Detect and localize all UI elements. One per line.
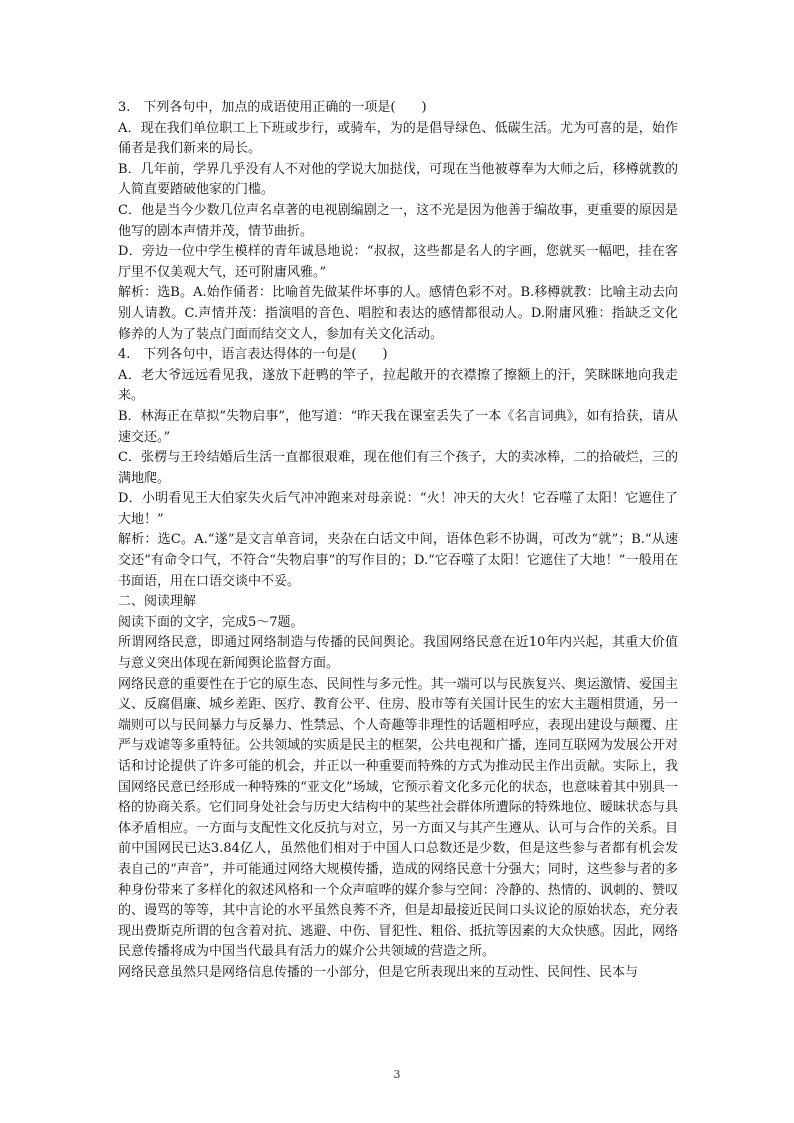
question-3-option-a: A．现在我们单位职工上下班或步行，或骑车，为的是倡导绿色、低碳生活。尤为可喜的是，始作俑者是我们新来的局长。 xyxy=(118,120,678,157)
question-4-analysis: 解析：选C。A.“遂”是文言单音词，夹杂在白话文中间，语体色彩不协调，可改为“就”；B.“从速交还”有命令口气，不符合“失物启事”的写作目的；D.“它吞噬了太阳！它遮住了大地！”一般用在书面语，用在口语交谈中不妥。 xyxy=(118,532,678,589)
question-4-option-a: A．老大爷远远看见我，遂放下赶鸭的竿子，拉起敞开的衣襟擦了擦额上的汗，笑眯眯地向我走来。 xyxy=(118,367,678,404)
passage-paragraph-1: 所谓网络民意，即通过网络制造与传播的民间舆论。我国网络民意在近10年内兴起，其重大价值与意义突出体现在新闻舆论监督方面。 xyxy=(118,635,678,672)
reading-instruction: 阅读下面的文字，完成5～7题。 xyxy=(118,614,304,630)
passage-paragraph-3: 网络民意虽然只是网络信息传播的一小部分，但是它所表现出来的互动性、民间性、民本与 xyxy=(118,964,639,980)
question-3-stem: 3. 下列各句中，加点的成语使用正确的一项是( ) xyxy=(118,100,427,115)
question-3-option-b: B．几年前，学界几乎没有人不对他的学说大加挞伐，可现在当他被尊奉为大师之后，移樽就教的人简直要踏破他家的门槛。 xyxy=(118,161,678,198)
passage-paragraph-2: 网络民意的重要性在于它的原生态、民间性与多元性。其一端可以与民族复兴、奥运激情、爱国主义、反腐倡廉、城乡差距、医疗、教育公平、住房、股市等有关国计民生的宏大主题相贯通，另一端则可以与民间暴力与反暴力、性禁忌、个人奇趣等非理性的话题相呼应，表现出建设与颠覆、庄严与戏谑等多重特征。公共领域的实质是民主的框架，公共电视和广播，连同互联网为发展公开对话和讨论提供了许多可能的机会，并正以一种重要而特殊的方式为推动民主作出贡献。实际上，我国网络民意已经形成一种特殊的“亚文化”场域，它预示着文化多元化的状态，也意味着其中别具一格的协商关系。它们同身处社会与历史大结构中的某些社会群体所遭际的特殊地位、暧昧状态与具体矛盾相应。一方面与支配性文化反抗与对立，另一方面又与其产生遵从、认可与合作的关系。目前中国网民已达3.84亿人，虽然他们相对于中国人口总数还是少数，但是这些参与者都有机会发表自己的“声音”，并可能通过网络大规模传播，造成的网络民意十分强大；同时，这些参与者的多种身份带来了多样化的叙述风格和一个众声喧哗的媒介参与空间：冷静的、热情的、讽刺的、赞叹的、谩骂的等等，其中言论的水平虽然良莠不齐，但是却最接近民间口头议论的原始状态，充分表现出费斯克所谓的包含着对抗、逃避、中伤、冒犯性、粗俗、抵抗等因素的大众快感。因此，网络民意传播将成为中国当代最具有活力的媒介公共领域的营造之所。 xyxy=(118,676,678,960)
question-4-option-c: C．张楞与王玲结婚后生活一直都很艰难，现在他们有三个孩子，大的卖冰棒，二的拾破烂，三的满地爬。 xyxy=(118,450,678,486)
question-4-stem: 4. 下列各句中，语言表达得体的一句是( ) xyxy=(118,347,388,363)
question-3-option-d: D．旁边一位中学生模样的青年诚恳地说：“叔叔，这些都是名人的字画，您就买一幅吧，挂在客厅里不仅美观大气，还可附庸风雅。” xyxy=(118,244,678,280)
section-title: 二、阅读理解 xyxy=(118,594,197,610)
question-4-option-b: B．林海正在草拟“失物启事”，他写道：“昨天我在课室丢失了一本《名言词典》，如有拾获，请从速交还。” xyxy=(118,408,678,445)
question-4-option-d: D．小明看见王大伯家失火后气冲冲跑来对母亲说：“火！冲天的大火！它吞噬了太阳！它遮住了大地！” xyxy=(118,491,678,527)
document-body xyxy=(118,98,678,984)
page-number: 3 xyxy=(393,1068,401,1081)
question-3-analysis: 解析：选B。A.始作俑者：比喻首先做某件坏事的人。感情色彩不对。B.移樽就教：比喻主动去向别人请教。C.声情并茂：指演唱的音色、唱腔和表达的感情都很动人。D.附庸风雅：指缺乏文化修养的人为了装点门面而结交文人，参加有关文化活动。 xyxy=(118,285,678,342)
question-3-option-c: C．他是当今少数几位声名卓著的电视剧编剧之一，这不光是因为他善于编故事，更重要的原因是他写的剧本声情并茂，情节曲折。 xyxy=(118,202,678,239)
